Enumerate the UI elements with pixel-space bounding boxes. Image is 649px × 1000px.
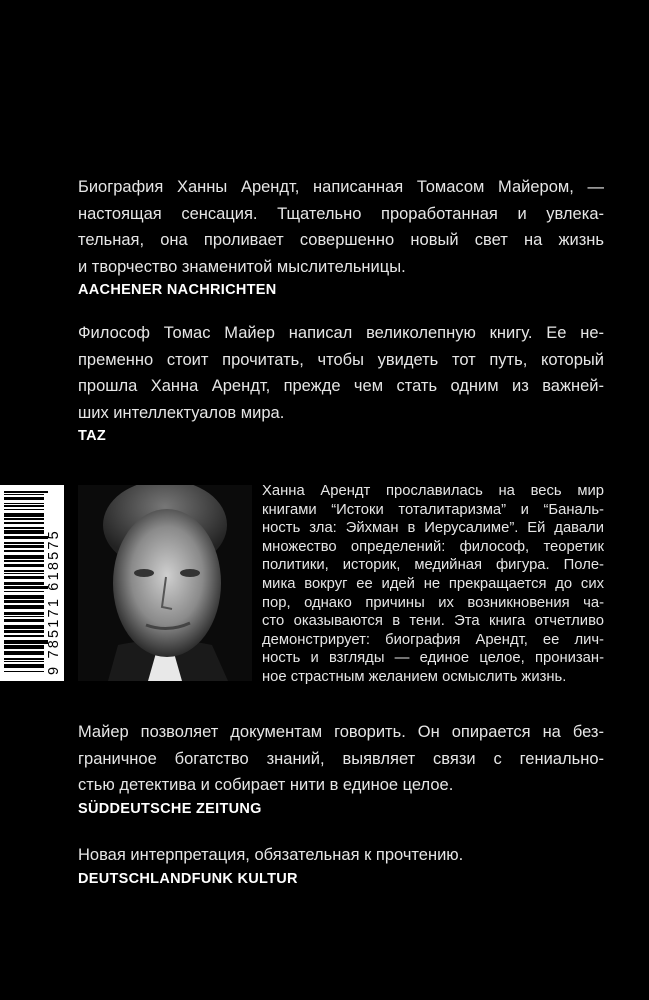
barcode-bar (4, 591, 44, 592)
barcode-bar (4, 536, 48, 539)
review-source: TAZ (78, 428, 107, 444)
barcode-bar (4, 664, 44, 668)
review-text-line: и творчество знаменитой мыслительницы. (78, 257, 406, 276)
barcode-bar (4, 651, 44, 655)
barcode-bar (4, 619, 44, 622)
review-3 (78, 719, 604, 819)
barcode-bar (4, 505, 44, 507)
book-annotation (262, 482, 604, 687)
barcode-bar (4, 645, 44, 649)
review-text-line: настоящая сенсация. Тщательно проработанная и увлека- (78, 204, 604, 223)
barcode-bar (4, 530, 44, 534)
barcode-bar (4, 503, 44, 504)
review-source: DEUTSCHLANDFUNK KULTUR (78, 870, 298, 887)
barcode-bar (4, 560, 44, 562)
review-text-line: тельная, она проливает совершенно новый свет на жизнь (78, 231, 604, 249)
barcode-bar (4, 671, 44, 672)
review-text-line: Биография Ханны Арендт, написанная Томасом Майером, — (78, 178, 604, 196)
review-source: AACHENER NACHRICHTEN (78, 282, 277, 298)
barcode-bar (4, 586, 48, 589)
barcode-bar (4, 616, 44, 617)
barcode-bar (4, 605, 44, 609)
annotation-line: ность и взгляды — единое целое, пронизан- (262, 650, 604, 667)
review-4 (78, 842, 604, 889)
barcode-bar (4, 600, 44, 603)
annotation-line: ное страстным желанием осмыслить жизнь. (262, 668, 567, 685)
annotation-line: политики, историк, медийная фигура. Поле- (262, 557, 604, 574)
barcode-bar (4, 582, 44, 585)
barcode-bar (4, 542, 44, 544)
review-1 (78, 174, 604, 300)
barcode-bar (4, 595, 44, 599)
review-text-line: Майер позволяет документам говорить. Он опирается на без- (78, 723, 604, 741)
barcode-bars (4, 491, 48, 675)
barcode-bar (4, 658, 44, 660)
review-2 (78, 320, 604, 446)
isbn-barcode (0, 485, 64, 681)
review-text-line: ших интеллектуалов мира. (78, 403, 285, 422)
barcode-bar (4, 522, 44, 524)
barcode-bar (4, 640, 48, 644)
annotation-line: ность зла: Эйхман в Иерусалиме”. Ей давали (262, 520, 604, 537)
review-source: SÜDDEUTSCHE ZEITUNG (78, 800, 262, 817)
barcode-bar (4, 573, 44, 574)
barcode-bar (4, 527, 44, 529)
barcode-bar (4, 550, 44, 552)
barcode-bar (4, 497, 44, 500)
isbn-number: 9 785171 618575 (46, 529, 62, 675)
barcode-bar (4, 518, 44, 520)
annotation-line: Ханна Арендт прославилась на весь мир (262, 483, 604, 499)
annotation-line: множество определений: философ, теоретик (262, 538, 604, 555)
review-text-line: прошла Ханна Арендт, прежде чем стать одним из важней- (78, 377, 604, 395)
review-text-line: Философ Томас Майер написал великолепную книгу. Ее не- (78, 324, 604, 342)
barcode-bar (4, 545, 44, 548)
annotation-line: демонстрирует: биография Арендт, ее лич- (262, 631, 604, 648)
barcode-bar (4, 661, 44, 662)
annotation-line: сто оказываются в тени. Эта книга отчетливо (262, 613, 604, 630)
review-text-line: граничное богатство знаний, выявляет связи с гениально- (78, 749, 604, 768)
barcode-bar (4, 564, 44, 567)
annotation-line: книгами “Истоки тоталитаризма” и “Баналь- (262, 501, 604, 518)
barcode-bar (4, 576, 44, 579)
barcode-bar (4, 491, 48, 493)
barcode-bar (4, 513, 44, 517)
barcode-bar (4, 630, 44, 633)
barcode-bar (4, 570, 44, 572)
review-text-line: пременно стоит прочитать, чтобы увидеть тот путь, который (78, 350, 604, 369)
barcode-bar (4, 635, 44, 637)
annotation-line: пор, однако причины их возникновения ча- (262, 594, 604, 611)
barcode-bar (4, 555, 44, 559)
author-photo (78, 485, 252, 681)
review-text-line: Новая интерпретация, обязательная к прочтению. (78, 846, 464, 864)
review-text-line: стью детектива и собирает нити в единое целое. (78, 776, 454, 794)
barcode-bar (4, 625, 44, 629)
barcode-bar (4, 509, 44, 510)
annotation-line: мика вокруг ее идей не прекращается до сих (262, 575, 604, 592)
barcode-bar (4, 612, 44, 615)
barcode-bar (4, 494, 44, 495)
